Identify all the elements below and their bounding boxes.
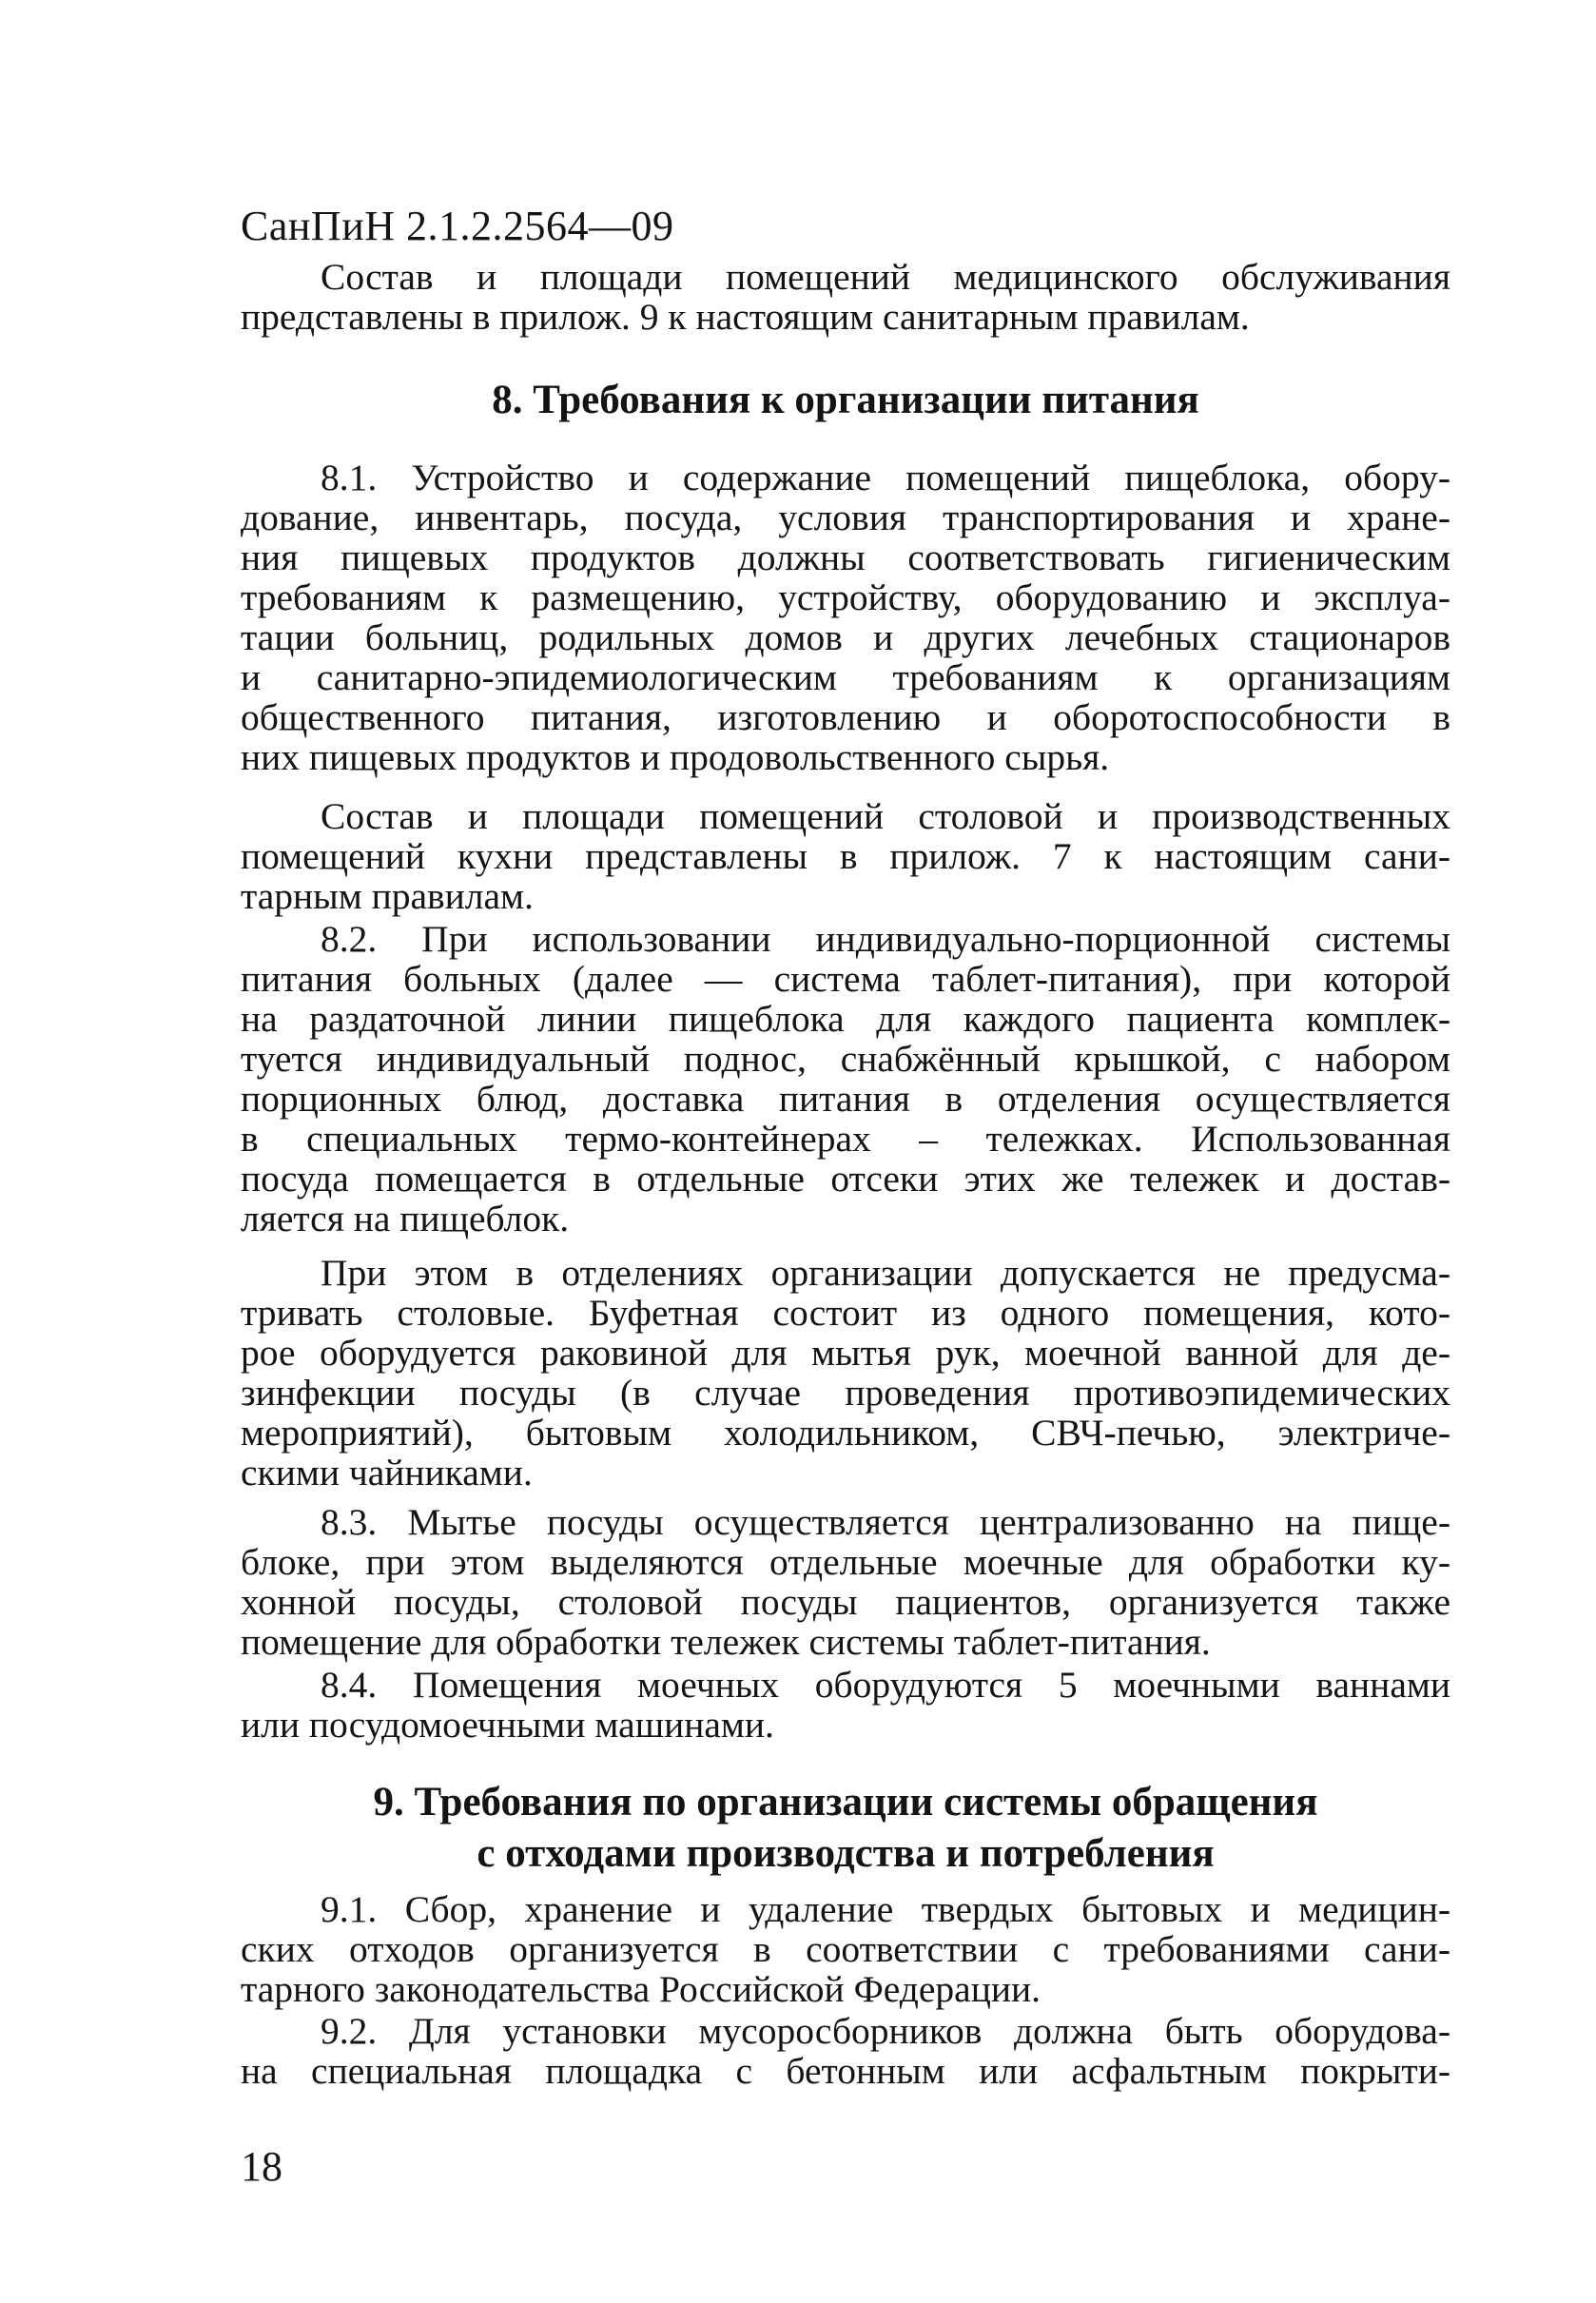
text-line: 8.3. Мытье посуды осуществляется централизованно на пище-	[321, 1501, 1450, 1543]
intro-paragraph	[241, 257, 1450, 337]
text-line: ния пищевых продуктов должны соответствовать гигиеническим	[241, 537, 1450, 578]
section-9-title-line: с отходами производства и потребления	[477, 1831, 1215, 1876]
paragraph-8-4	[241, 1665, 1450, 1745]
text-line: посуда помещается в отдельные отсеки этих же тележек и достав-	[241, 1158, 1450, 1200]
text-line: скими чайниками.	[241, 1452, 533, 1493]
section-9-title	[241, 1777, 1450, 1880]
text-line: порционных блюд, доставка питания в отделения осуществляется	[241, 1078, 1450, 1120]
running-header: СанПиН 2.1.2.2564—09	[241, 203, 674, 249]
text-line: мероприятий), бытовым холодильником, СВЧ-печью, электриче-	[241, 1412, 1450, 1454]
text-line: на раздаточной линии пищеблока для каждого пациента комплек-	[241, 998, 1450, 1040]
paragraph-8-2	[241, 919, 1450, 1239]
text-line: дование, инвентарь, посуда, условия транспортирования и хране-	[241, 497, 1450, 538]
text-line: При этом в отделениях организации допускается не предусма-	[321, 1252, 1450, 1294]
page-number: 18	[241, 2143, 282, 2190]
text-line: ских отходов организуется в соответствии с требованиями сани-	[241, 1928, 1450, 1970]
paragraph-8-3	[241, 1502, 1450, 1662]
text-line: тарного законодательства Российской Федерации.	[241, 1968, 1041, 2010]
text-line: туется индивидуальный поднос, снабжённый крышкой, с набором	[241, 1038, 1450, 1080]
text-line: в специальных термо-контейнерах – тележках. Использованная	[241, 1118, 1450, 1160]
text-line: представлены в прилож. 9 к настоящим санитарным правилам.	[241, 296, 1250, 338]
section-8-title: 8. Требования к организации питания	[492, 378, 1199, 422]
text-line: тарным правилам.	[241, 875, 534, 917]
text-line: 9.1. Сбор, хранение и удаление твердых бытовых и медицин-	[321, 1888, 1450, 1930]
text-line: зинфекции посуды (в случае проведения противоэпидемических	[241, 1372, 1450, 1414]
paragraph-8-2-buffet	[241, 1253, 1450, 1493]
text-line: блоке, при этом выделяются отдельные моечные для обработки ку-	[241, 1541, 1450, 1583]
text-line: 9.2. Для установки мусоросборников должна быть оборудова-	[321, 2010, 1450, 2052]
paragraph-8-1	[241, 458, 1450, 777]
text-line: общественного питания, изготовлению и оборотоспособности в	[241, 696, 1450, 738]
text-line: помещений кухни представлены в прилож. 7 к настоящим сани-	[241, 835, 1450, 877]
text-line: ляется на пищеблок.	[241, 1198, 570, 1239]
text-line: питания больных (далее — система таблет-питания), при которой	[241, 958, 1450, 1000]
text-line: помещение для обработки тележек системы таблет-питания.	[241, 1621, 1211, 1663]
text-line: тации больниц, родильных домов и других лечебных стационаров	[241, 616, 1450, 658]
text-line: 8.1. Устройство и содержание помещений пищеблока, обору-	[321, 457, 1450, 498]
text-line: на специальная площадка с бетонным или асфальтным покрыти-	[241, 2050, 1450, 2092]
text-line: рое оборудуется раковиной для мытья рук, моечной ванной для де-	[241, 1332, 1450, 1374]
text-line: тривать столовые. Буфетная состоит из одного помещения, кото-	[241, 1292, 1450, 1334]
paragraph-9-1	[241, 1889, 1450, 2009]
paragraph-8-1-rooms	[241, 796, 1450, 916]
text-line: хонной посуды, столовой посуды пациентов, организуется также	[241, 1581, 1450, 1623]
section-9-title-line: 9. Требования по организации системы обращения	[373, 1780, 1318, 1825]
text-line: или посудомоечными машинами.	[241, 1704, 774, 1746]
text-line: 8.4. Помещения моечных оборудуются 5 моечными ваннами	[321, 1664, 1450, 1706]
text-line: Состав и площади помещений столовой и производственных	[321, 795, 1450, 837]
text-line: 8.2. При использовании индивидуально-порционной системы	[321, 918, 1450, 960]
text-line: и санитарно-эпидемиологическим требованиям к организациям	[241, 656, 1450, 698]
text-line: Состав и площади помещений медицинского обслуживания	[321, 256, 1450, 298]
text-line: них пищевых продуктов и продовольственного сырья.	[241, 736, 1110, 778]
text-line: требованиям к размещению, устройству, оборудованию и эксплуа-	[241, 576, 1450, 618]
paragraph-9-2	[241, 2011, 1450, 2091]
